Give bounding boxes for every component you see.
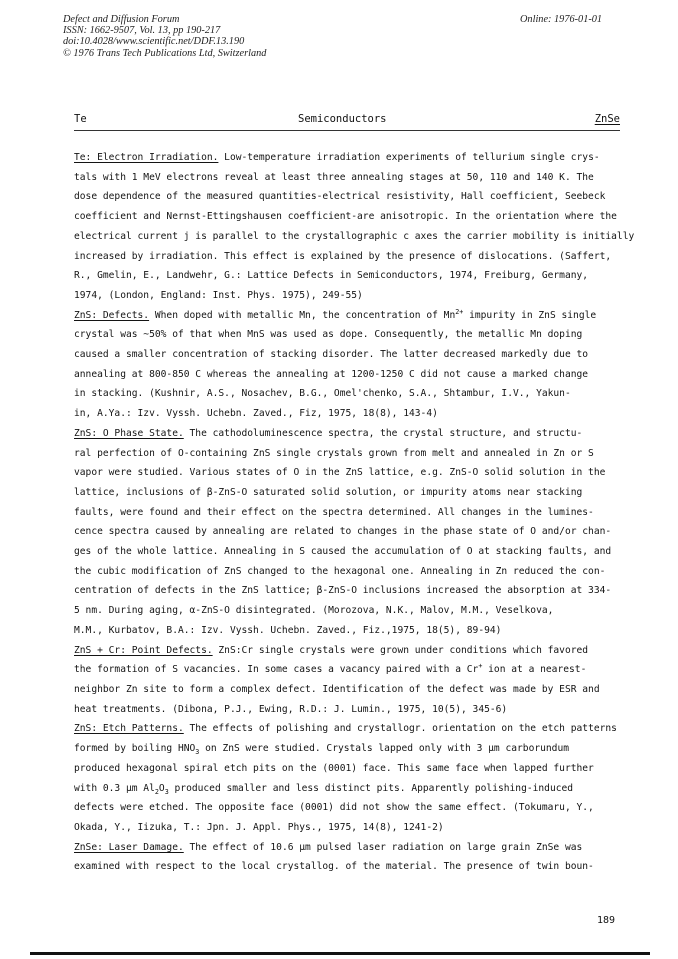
superscript: +	[478, 662, 483, 671]
text-run: tals with 1 MeV electrons reveal at least three annealing stages at 50, 110 and 140 K. The	[74, 171, 594, 183]
text-run: The cathodoluminescence spectra, the crystal structure, and structu-	[183, 427, 583, 439]
section-heading: ZnS: O Phase State.	[74, 427, 184, 439]
text-line	[74, 581, 620, 601]
text-run: in, A.Ya.: Izv. Vyssh. Uchebn. Zaved., Fiz, 1975, 18(8), 143-4)	[74, 408, 438, 420]
section-heading: ZnSe: Laser Damage.	[74, 841, 184, 853]
text-line	[74, 187, 620, 207]
text-run: M.M., Kurbatov, B.A.: Izv. Vyssh. Uchebn. Zaved., Fiz.,1975, 18(5), 89-94)	[74, 624, 502, 636]
text-run: produced smaller and less distinct pits. Apparently polishing-induced	[168, 782, 574, 794]
text-run: on ZnS were studied. Crystals lapped only with 3 μm carborundum	[199, 743, 570, 755]
text-run: heat treatments. (Dibona, P.J., Ewing, R.D.: J. Lumin., 1975, 10(5), 345-6)	[74, 703, 508, 715]
text-run: in stacking. (Kushnir, A.S., Nosachev, B.G., Omel'chenko, S.A., Shtambur, I.V., Yakun-	[74, 388, 571, 400]
section-heading: Te: Electron Irradiation.	[74, 152, 219, 163]
text-run: 1974, (London, England: Inst. Phys. 1975), 249-55)	[74, 289, 363, 301]
text-line	[74, 542, 620, 562]
abstract-paragraph	[74, 838, 620, 877]
running-head-right: ZnSe	[594, 113, 620, 125]
running-head-left: Te	[74, 113, 87, 125]
text-line	[74, 384, 620, 404]
text-line	[74, 168, 620, 188]
text-line	[74, 227, 635, 247]
page-number: 189	[597, 915, 616, 926]
header-divider	[74, 130, 620, 131]
text-run: with 0.3 μm Al	[74, 782, 155, 794]
text-line	[74, 444, 620, 464]
text-line	[74, 365, 620, 385]
subscript: 3	[195, 748, 200, 756]
text-run: O	[158, 782, 165, 794]
running-head-center: Semiconductors	[298, 113, 387, 125]
abstract-paragraph	[74, 641, 620, 720]
text-run: The effects of polishing and crystallogr. orientation on the etch patterns	[183, 723, 617, 735]
subscript: 3	[164, 787, 169, 796]
text-line	[74, 739, 620, 759]
text-line	[74, 719, 620, 739]
text-line	[74, 463, 620, 483]
abstract-paragraph	[74, 306, 620, 424]
text-line	[74, 483, 620, 503]
text-run: coefficient and Nernst-Ettingshausen coefficient-are anisotropic. In the orientation where the	[74, 211, 617, 223]
text-line	[74, 798, 620, 818]
text-line	[74, 779, 620, 799]
article-body	[74, 148, 635, 877]
journal-name: Defect and Diffusion Forum	[63, 14, 180, 25]
text-run: examined with respect to the local crystallog. of the material. The presence of twin boun-	[74, 861, 594, 873]
text-line	[74, 424, 620, 444]
abstract-paragraph	[74, 424, 620, 641]
text-run: vapor were studied. Various states of O in the ZnS lattice, e.g. ZnS-O solid solution in the	[74, 467, 606, 479]
text-line	[74, 247, 620, 267]
section-heading: ZnS: Etch Patterns.	[74, 723, 184, 735]
text-line	[74, 562, 620, 582]
text-line	[74, 818, 620, 838]
text-line	[74, 306, 620, 326]
text-run: The effect of 10.6 μm pulsed laser radiation on large grain ZnSe was	[183, 841, 583, 853]
text-run: the formation of S vacancies. In some cases a vacancy paired with a Cr	[74, 664, 479, 676]
text-line	[74, 286, 620, 306]
text-line	[74, 522, 620, 542]
text-run: Low-temperature irradiation experiments of tellurium single crys-	[218, 152, 600, 163]
text-run: impurity in ZnS single	[463, 309, 597, 321]
text-line	[74, 857, 620, 877]
text-line	[74, 345, 620, 365]
online-date: Online: 1976-01-01	[520, 14, 603, 25]
text-line	[74, 207, 620, 227]
text-line	[74, 148, 620, 168]
text-run: ral perfection of O-containing ZnS single crystals grown from melt and annealed in Zn or S	[74, 447, 594, 459]
text-run: ges of the whole lattice. Annealing in S caused the accumulation of O at stacking faults, and	[74, 546, 612, 558]
text-run: centration of defects in the ZnS lattice; β-ZnS-O inclusions increased the absorption at 334-	[74, 585, 612, 597]
superscript: 2+	[455, 307, 464, 316]
subscript: 2	[154, 787, 159, 796]
text-line	[74, 621, 620, 641]
text-line	[74, 838, 620, 858]
text-line	[74, 660, 620, 680]
text-run: crystal was ~50% of that when MnS was used as dope. Consequently, the metallic Mn doping	[74, 329, 583, 341]
text-run: annealing at 800-850 C whereas the annealing at 1200-1250 C did not cause a marked change	[74, 368, 589, 380]
copyright-line: © 1976 Trans Tech Publications Ltd, Switzerland	[63, 47, 267, 59]
text-run: When doped with metallic Mn, the concentration of Mn	[149, 309, 456, 321]
text-line	[74, 680, 620, 700]
publication-meta	[63, 14, 266, 59]
text-run: R., Gmelin, E., Landwehr, G.: Lattice Defects in Semiconductors, 1974, Freiburg, Germany,	[74, 270, 589, 282]
bottom-rule	[30, 952, 650, 955]
text-run: ZnS:Cr single crystals were grown under conditions which favored	[212, 644, 589, 656]
section-heading: ZnS + Cr: Point Defects.	[74, 644, 213, 656]
doi-line: doi:10.4028/www.scientific.net/DDF.13.190	[63, 36, 245, 48]
text-run: cence spectra caused by annealing are related to changes in the phase state of O and/or chan-	[74, 526, 612, 538]
section-heading: ZnS: Defects.	[74, 309, 150, 321]
text-line	[74, 601, 620, 621]
text-line	[74, 404, 620, 424]
text-run: caused a smaller concentration of stacking disorder. The latter decreased markedly due to	[74, 349, 589, 361]
text-line	[74, 266, 620, 286]
text-run: neighbor Zn site to form a complex defect. Identification of the defect was made by ESR and	[74, 683, 600, 695]
text-run: the cubic modification of ZnS changed to the hexagonal one. Annealing in Zn reduced the con-	[74, 565, 606, 577]
text-line	[74, 759, 620, 779]
abstract-paragraph	[74, 148, 635, 306]
text-line	[74, 641, 620, 661]
text-run: increased by irradiation. This effect is explained by the presence of dislocations. (Saffert,	[74, 250, 612, 262]
abstract-paragraph	[74, 719, 620, 837]
text-run: formed by boiling HNO	[74, 743, 196, 755]
text-run: ion at a nearest-	[482, 664, 587, 676]
text-run: lattice, inclusions of β-ZnS-O saturated solid solution, or impurity atoms near stacking	[74, 486, 583, 498]
text-run: produced hexagonal spiral etch pits on the (0001) face. This same face when lapped further	[74, 762, 594, 774]
text-run: Okada, Y., Iizuka, T.: Jpn. J. Appl. Phys., 1975, 14(8), 1241-2)	[74, 821, 444, 833]
text-line	[74, 700, 620, 720]
text-run: defects were etched. The opposite face (0001) did not show the same effect. (Tokumaru, Y.,	[74, 802, 594, 814]
issn-line: ISSN: 1662-9507, Vol. 13, pp 190-217	[63, 25, 221, 37]
text-line	[74, 325, 620, 345]
text-run: electrical current j is parallel to the crystallographic c axes the carrier mobility is initially	[74, 230, 635, 242]
text-run: faults, were found and their effect on the spectra determined. All changes in the lumines-	[74, 506, 594, 518]
text-line	[74, 503, 620, 523]
text-run: dose dependence of the measured quantities-electrical resistivity, Hall coefficient, Seebeck	[74, 191, 606, 203]
running-head	[74, 113, 620, 129]
text-run: 5 nm. During aging, α-ZnS-O disintegrated. (Morozova, N.K., Malov, M.M., Veselkova,	[74, 605, 554, 617]
